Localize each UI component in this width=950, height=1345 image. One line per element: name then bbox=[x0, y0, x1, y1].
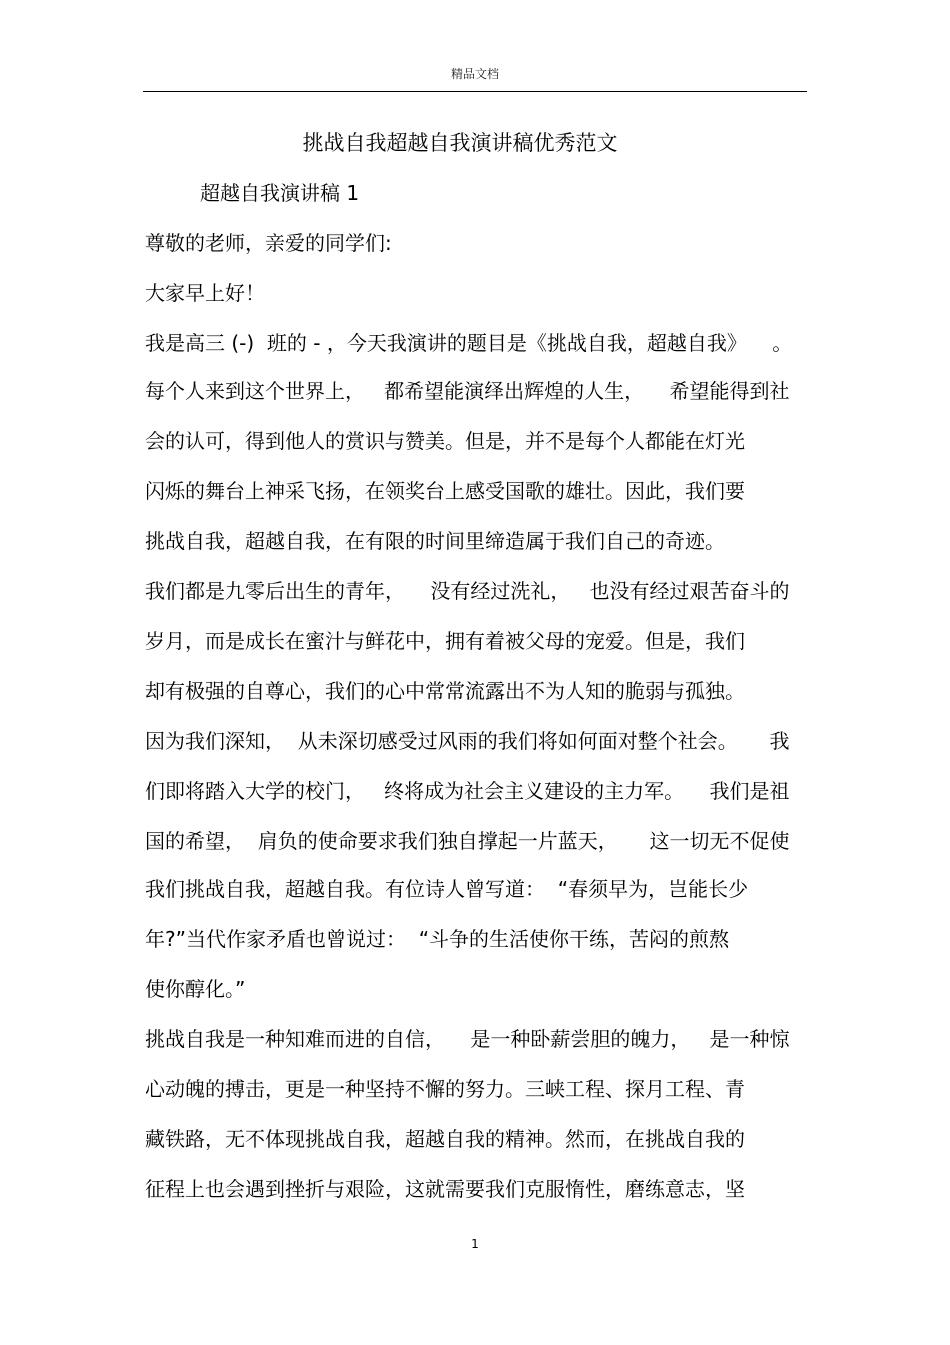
body-line: 征程上也会遇到挫折与艰险，这就需要我们克服惰性，磨练意志，坚 bbox=[145, 1177, 745, 1201]
document-title: 挑战自我超越自我演讲稿优秀范文 bbox=[302, 131, 618, 155]
body-line: 我们挑战自我，超越自我。有位诗人曾写道： “春须早为，岂能长少 bbox=[145, 877, 749, 901]
body-line: 却有极强的自尊心，我们的心中常常流露出不为人知的脆弱与孤独。 bbox=[145, 679, 745, 703]
body-line: 挑战自我是一种知难而进的自信， 是一种卧薪尝胆的魄力， 是一种惊 bbox=[145, 1027, 790, 1051]
body-line: 岁月，而是成长在蜜汁与鲜花中，拥有着被父母的宠爱。但是，我们 bbox=[145, 629, 745, 653]
body-line: 国的希望， 肩负的使命要求我们独自撑起一片蓝天， 这一切无不促使 bbox=[145, 829, 790, 853]
body-line: 大家早上好！ bbox=[145, 281, 265, 305]
body-line: 尊敬的老师，亲爱的同学们: bbox=[145, 231, 392, 255]
body-line: 们即将踏入大学的校门， 终将成为社会主义建设的主力军。 我们是祖 bbox=[145, 779, 790, 803]
body-line: 每个人来到这个世界上， 都希望能演绎出辉煌的人生， 希望能得到社 bbox=[145, 379, 790, 403]
body-line: 会的认可，得到他人的赏识与赞美。但是，并不是每个人都能在灯光 bbox=[145, 429, 745, 453]
page-number: 1 bbox=[471, 1237, 479, 1251]
header-divider bbox=[143, 91, 807, 92]
body-line: 使你醇化。” bbox=[145, 977, 246, 1001]
body-line: 我们都是九零后出生的青年， 没有经过洗礼， 也没有经过艰苦奋斗的 bbox=[145, 579, 790, 603]
section-subtitle: 超越自我演讲稿 1 bbox=[200, 181, 360, 205]
body-line: 我是高三 (-) 班的 - ，今天我演讲的题目是《挑战自我，超越自我》 。 bbox=[145, 331, 793, 355]
body-line: 因为我们深知， 从未深切感受过风雨的我们将如何面对整个社会。 我 bbox=[145, 729, 790, 753]
body-line: 挑战自我，超越自我，在有限的时间里缔造属于我们自己的奇迹。 bbox=[145, 529, 725, 553]
body-line: 闪烁的舞台上神采飞扬，在领奖台上感受国歌的雄壮。因此，我们要 bbox=[145, 479, 745, 503]
body-line: 年?”当代作家矛盾也曾说过： “斗争的生活使你干练，苦闷的煎熬 bbox=[145, 927, 730, 951]
body-line: 心动魄的搏击，更是一种坚持不懈的努力。三峡工程、探月工程、青 bbox=[145, 1077, 745, 1101]
body-line: 藏铁路，无不体现挑战自我，超越自我的精神。然而，在挑战自我的 bbox=[145, 1127, 745, 1151]
page-header: 精品文档 bbox=[450, 67, 499, 81]
